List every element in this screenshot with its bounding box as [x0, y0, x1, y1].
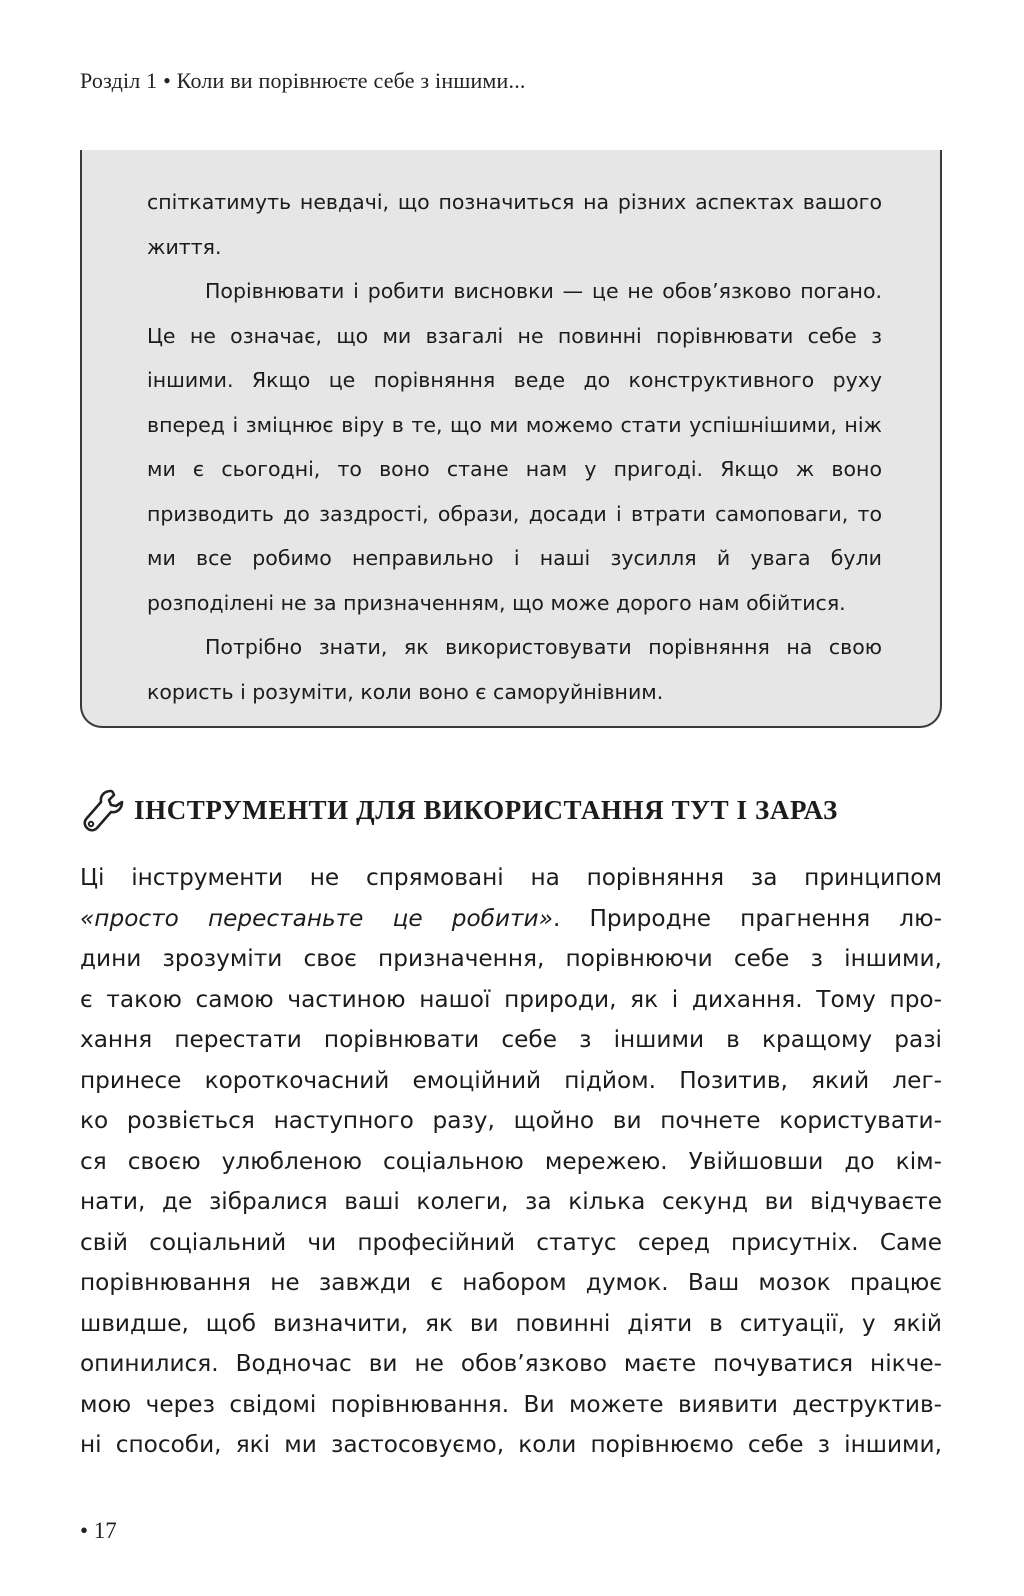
page-number: • 17: [80, 1518, 117, 1543]
sidebar-paragraph: Порівнювати і робити висновки — це не обов’язково погано. Це не означає, що ми взагалі не повинні порівнювати себе з іншими. Якщо це порівняння веде до конструктивного руху вперед і зміцнює віру в те, що ми можемо стати успішнішими, ніж ми є сьогодні, то воно стане нам у пригоді. Якщо ж воно призводить до заздрості, образи, досади і втрати самоповаги, то ми все робимо неправильно і наші зусилля й увага були розподілені не за призначенням, що може дорого нам обійтися.: [147, 279, 882, 615]
sidebar-box: [80, 150, 942, 728]
body-text: [80, 858, 942, 1466]
sidebar-paragraph: Потрібно знати, як використовувати порівняння на свою користь і розуміти, коли воно є саморуйнівним.: [147, 635, 882, 704]
section-heading: [80, 788, 942, 832]
text-line: нати, де зібралися ваші колеги, за кілька секунд ви відчуваєте: [80, 1188, 942, 1215]
text-line: опинилися. Водночас ви не обов’язково маєте почуватися нікче-: [80, 1350, 942, 1377]
wrench-icon: [80, 787, 126, 833]
text-line: хання перестати порівнювати себе з іншими в кращому разі: [80, 1026, 942, 1053]
text-line: принесе короткочасний емоційний підйом. Позитив, який лег-: [80, 1066, 942, 1094]
section-title: ІНСТРУМЕНТИ ДЛЯ ВИКОРИСТАННЯ ТУТ І ЗАРАЗ: [134, 794, 838, 825]
text-line: мою через свідомі порівнювання. Ви можете виявити деструктив-: [80, 1390, 942, 1418]
text-line: ко розвіється наступного разу, щойно ви почнете користувати-: [80, 1107, 942, 1134]
text-line: ся своєю улюбленою соціальною мережею. Увійшовши до кім-: [80, 1147, 942, 1175]
text-line: є такою самою частиною нашої природи, як і дихання. Тому про-: [80, 985, 942, 1013]
sidebar-box-text: [147, 180, 882, 714]
text-line: швидше, щоб визначити, як ви повинні діяти в ситуації, у якій: [80, 1309, 942, 1337]
running-head: Розділ 1 • Коли ви порівнюєте себе з іншими...: [80, 68, 526, 93]
italic-phrase: «просто перестаньте це робити»: [80, 904, 553, 932]
text-line: дини зрозуміти своє призначення, порівнюючи себе з іншими,: [80, 945, 942, 972]
text-line: «просто перестаньте це робити». Природне прагнення лю-: [80, 904, 942, 932]
text-line: ні способи, які ми застосовуємо, коли порівнюємо себе з іншими,: [80, 1431, 942, 1458]
text-line: Ці інструменти не спрямовані на порівняння за принципом: [80, 864, 942, 891]
sidebar-paragraph: спіткатимуть невдачі, що позначиться на різних аспектах вашого життя.: [147, 190, 882, 259]
text-line: свій соціальний чи професійний статус серед присутніх. Саме: [80, 1228, 942, 1256]
text-line: порівнювання не завжди є набором думок. Ваш мозок працює: [80, 1269, 942, 1296]
